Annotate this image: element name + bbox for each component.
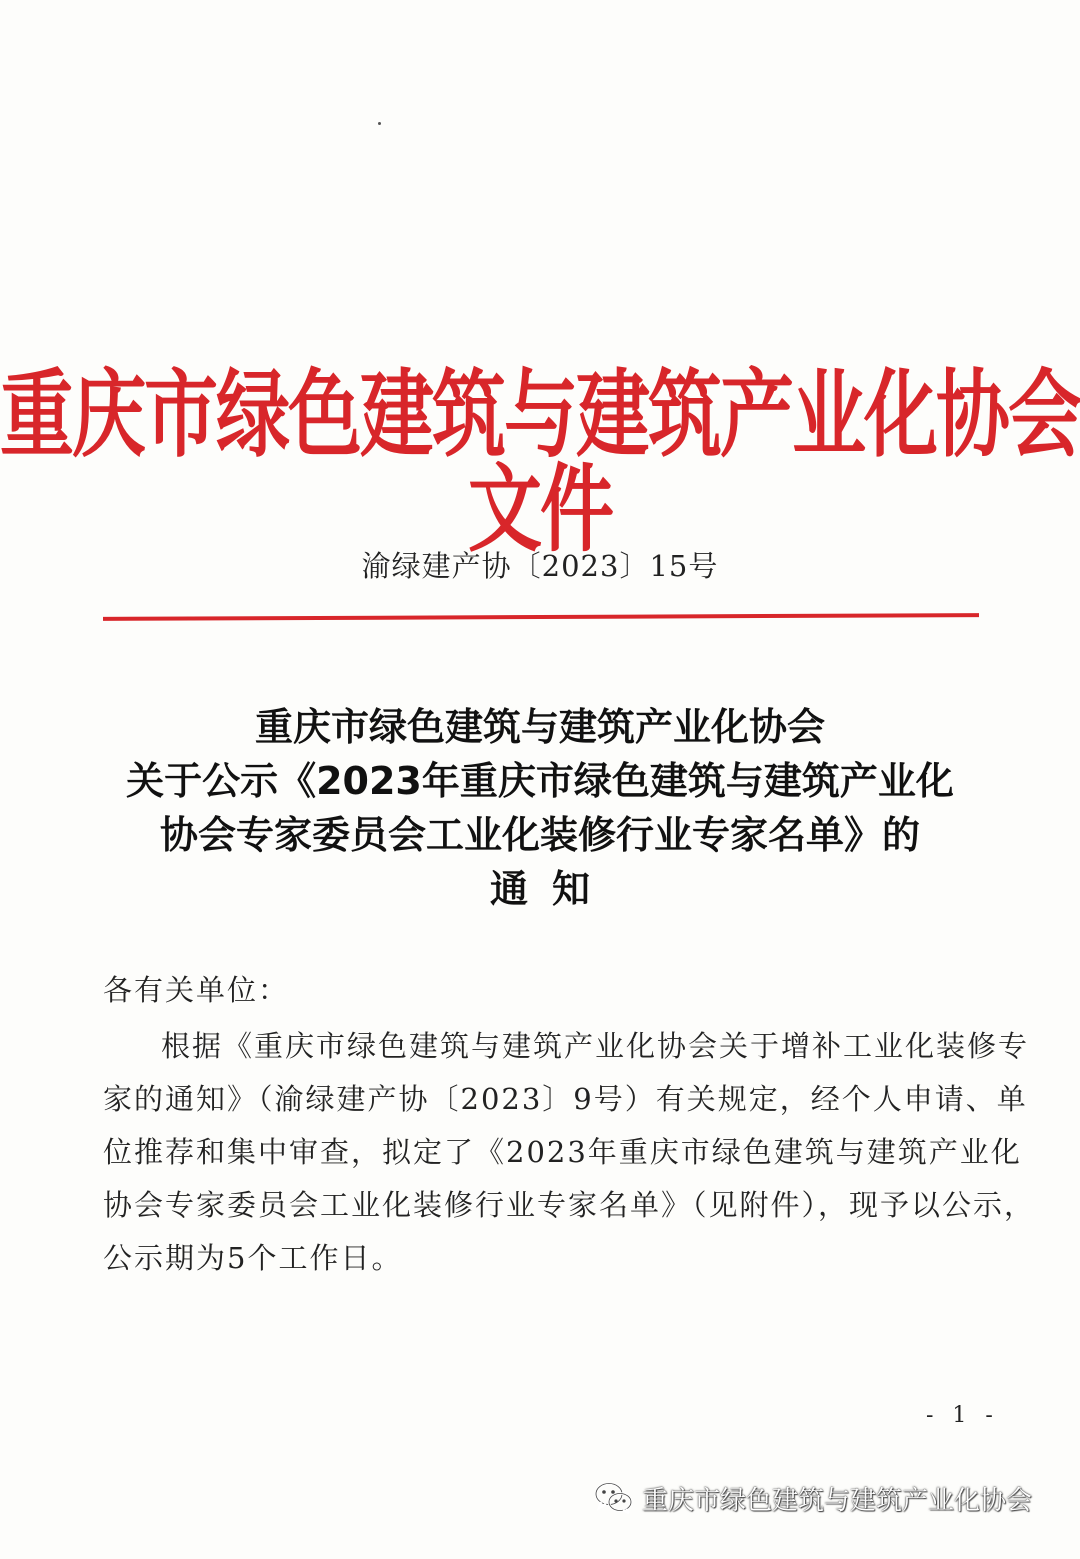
title-line: 通知 xyxy=(489,867,614,911)
issuer-header: 重庆市绿色建筑与建筑产业化协会文件 xyxy=(0,360,1080,566)
title-line: 重庆市绿色建筑与建筑产业化协会 xyxy=(254,705,825,749)
body-paragraph xyxy=(103,1020,1036,1285)
watermark-account-name: 重庆市绿色建筑与建筑产业化协会 xyxy=(642,1485,1033,1516)
title-line: 协会专家委员会工业化装修行业专家名单》的 xyxy=(159,813,920,857)
body-line: 家的通知》（渝绿建产协〔2023〕9号）有关规定，经个人申请、单 xyxy=(103,1082,1028,1116)
scan-speck xyxy=(378,122,381,125)
title-line: 关于公示《2023年重庆市绿色建筑与建筑产业化 xyxy=(126,759,954,803)
salutation: 各有关单位： xyxy=(103,973,290,1007)
body-line: 位推荐和集中审查，拟定了《2023年重庆市绿色建筑与建筑产业化 xyxy=(103,1135,1022,1169)
document-title xyxy=(0,700,1080,916)
red-divider-line xyxy=(103,613,979,621)
page-number: - 1 - xyxy=(926,1403,999,1428)
document-number: 渝绿建产协〔2023〕15号 xyxy=(361,549,719,583)
body-line: 根据《重庆市绿色建筑与建筑产业化协会关于增补工业化装修专 xyxy=(161,1029,1030,1063)
body-line: 协会专家委员会工业化装修行业专家名单》（见附件），现予以公示， xyxy=(103,1188,1036,1222)
wechat-icon xyxy=(594,1481,634,1515)
wechat-watermark xyxy=(594,1478,1032,1518)
body-line: 公示期为5个工作日。 xyxy=(103,1241,403,1275)
